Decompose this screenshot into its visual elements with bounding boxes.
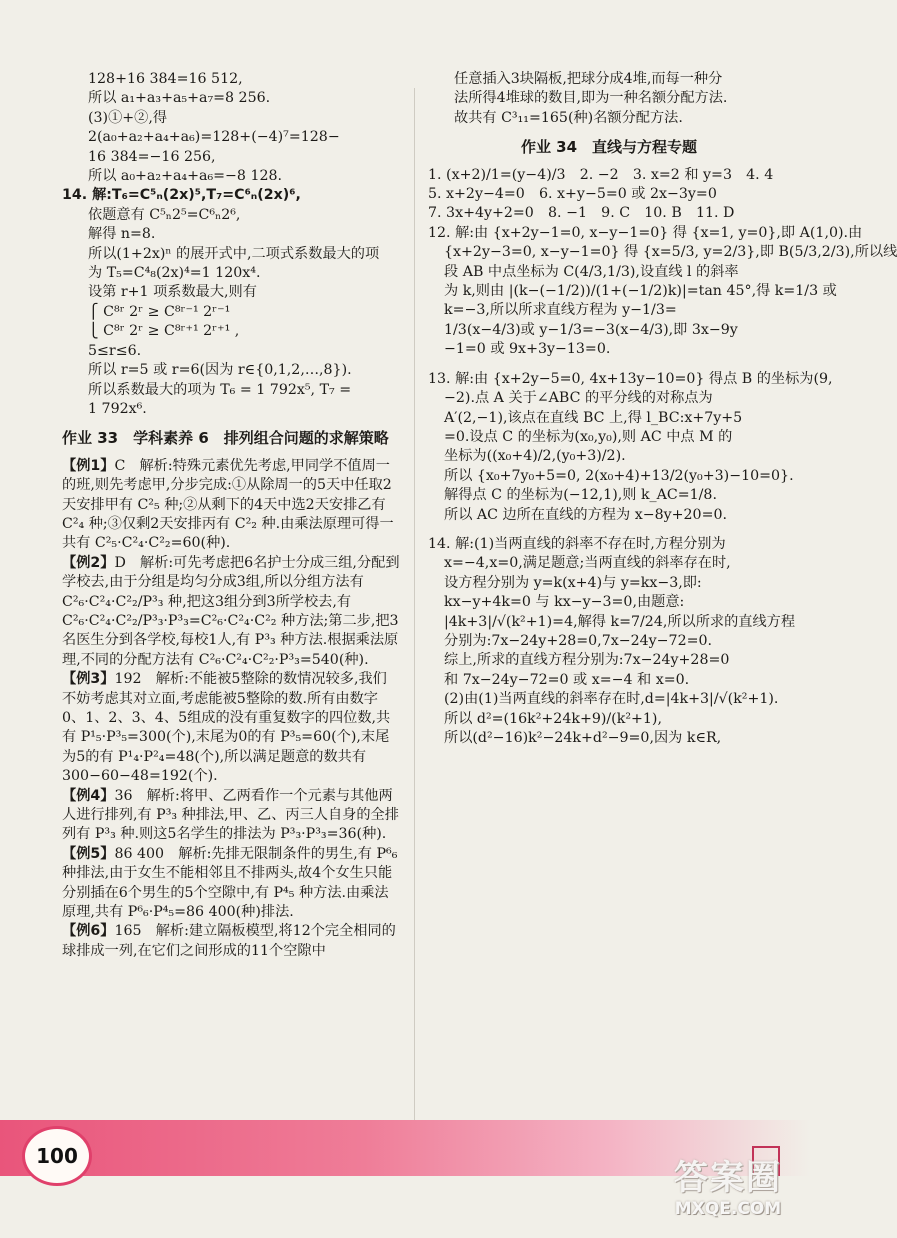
example-6 <box>62 922 400 961</box>
text-line: 所以 r=5 或 r=6(因为 r∈{0,1,2,…,8}). <box>88 362 352 379</box>
text-line: 所以 d²=(16k²+24k+9)/(k²+1), <box>444 710 662 727</box>
text-line: 16 384=−16 256, <box>88 148 216 165</box>
watermark-logo: 答案圈 <box>674 1158 782 1198</box>
text-line: =0.设点 C 的坐标为(x₀,y₀),则 AC 中点 M 的 <box>444 428 733 445</box>
example-1 <box>62 457 400 554</box>
text-line: {x+2y−3=0, x−y−1=0} 得 {x=5/3, y=2/3},即 B(5/3,2/3),所以线 <box>444 244 897 261</box>
text-line: 1 792x⁶. <box>88 400 147 417</box>
example-text: 36 解析:将甲、乙两看作一个元素与其他两人进行排列,有 P³₃ 种排法,甲、乙、丙三人自身的全排列有 P³₃ 种.则这5名学生的排法为 P³₃·P³₃=36(种). <box>62 787 399 843</box>
text-line: 设第 r+1 项系数最大,则有 <box>88 284 257 301</box>
text-line: 坐标为((x₀+4)/2,(y₀+3)/2). <box>444 448 626 465</box>
example-tag: 【例6】 <box>62 923 115 940</box>
text-line: 解得 n=8. <box>88 226 156 243</box>
text-line: 5≤r≤6. <box>88 342 142 359</box>
column-divider <box>414 88 415 1148</box>
text-line: 依题意有 C⁵ₙ2⁵=C⁶ₙ2⁶, <box>88 206 241 223</box>
text-line: (3)①+②,得 <box>88 109 168 126</box>
problem-13-line: 13. 解:由 {x+2y−5=0, 4x+13y−10=0} 得点 B 的坐标为(9, <box>428 370 833 387</box>
problem-12-line: 12. 解:由 {x+2y−1=0, x−y−1=0} 得 {x=1, y=0},即 A(1,0).由 <box>428 224 863 241</box>
problem-14-line: 14. 解:(1)当两直线的斜率不存在时,方程分别为 <box>428 535 726 552</box>
problem-14-heading: 14. 解:T₆=C⁵ₙ(2x)⁵,T₇=C⁶ₙ(2x)⁶, <box>62 187 301 204</box>
text-line: 所以(d²−16)k²−24k+d²−9=0,因为 k∈R, <box>444 730 722 746</box>
text-line: A′(2,−1),该点在直线 BC 上,得 l_BC:x+7y+5 <box>444 409 743 426</box>
inequality-system-line: ⎩ C⁸ʳ 2ʳ ≥ C⁸ʳ⁺¹ 2ʳ⁺¹ , <box>88 323 240 340</box>
text-line: 综上,所求的直线方程分别为:7x−24y+28=0 <box>444 652 730 669</box>
text-line: 128+16 384=16 512, <box>88 71 243 87</box>
text-line: 所以系数最大的项为 T₆ = 1 792x⁵, T₇ = <box>88 381 352 398</box>
text-line: 和 7x−24y−72=0 或 x=−4 和 x=0. <box>444 671 690 688</box>
text-line: k=−3,所以所求直线方程为 y−1/3= <box>444 302 677 319</box>
text-line: kx−y+4k=0 与 kx−y−3=0,由题意: <box>444 594 685 611</box>
section-34-title: 作业 34 直线与方程专题 <box>520 138 698 157</box>
text-line: 设方程分别为 y=k(x+4)与 y=kx−3,即: <box>444 574 702 591</box>
text-line: −1=0 或 9x+3y−13=0. <box>444 341 611 358</box>
text-line: 为 k,则由 |(k−(−1/2))/(1+(−1/2)k)|=tan 45°,得 k=1/3 或 <box>444 283 837 300</box>
text-line: 2(a₀+a₂+a₄+a₆)=128+(−4)⁷=128− <box>88 129 340 146</box>
example-text: C 解析:特殊元素优先考虑,甲同学不值周一的班,则先考虑甲,分步完成:①从除周一的5天中任取2天安排甲有 C²₅ 种;②从剩下的4天中选2天安排乙有 C²₄ 种;③仅剩2天安排丙有 C²₂ 种.由乘法原理可得一共有 C²₅·C²₄·C²₂=60(种). <box>62 457 394 552</box>
text-line: −2).点 A 关于∠ABC 的平分线的对称点为 <box>444 390 713 407</box>
example-tag: 【例4】 <box>62 787 115 804</box>
example-tag: 【例2】 <box>62 554 115 571</box>
text-line: |4k+3|/√(k²+1)=4,解得 k=7/24,所以所求的直线方程 <box>444 613 796 630</box>
text-line: (2)由(1)当两直线的斜率存在时,d=|4k+3|/√(k²+1). <box>444 691 779 708</box>
example-tag: 【例5】 <box>62 845 115 862</box>
example-2 <box>62 554 400 670</box>
example-5 <box>62 845 400 923</box>
text-line: 所以 {x₀+7y₀+5=0, 2(x₀+4)+13/2(y₀+3)−10=0}. <box>444 467 794 484</box>
text-line: 故共有 C³₁₁=165(种)名额分配方法. <box>454 109 683 126</box>
text-line: 任意插入3块隔板,把球分成4堆,而每一种分 <box>454 71 723 87</box>
text-line: 为 T₅=C⁴₈(2x)⁴=1 120x⁴. <box>88 265 261 282</box>
watermark-url: MXQE.COM <box>674 1199 782 1219</box>
text-line: 所以 a₁+a₃+a₅+a₇=8 256. <box>88 90 271 107</box>
example-tag: 【例3】 <box>62 671 115 688</box>
text-line: 法所得4堆球的数目,即为一种名额分配方法. <box>454 90 728 107</box>
example-4 <box>62 787 400 845</box>
example-tag: 【例1】 <box>62 457 115 474</box>
text-line: 所以 AC 边所在直线的方程为 x−8y+20=0. <box>444 506 727 523</box>
text-line: 解得点 C 的坐标为(−12,1),则 k_AC=1/8. <box>444 487 717 504</box>
page-number: 100 <box>22 1126 92 1186</box>
section-33-title: 作业 33 学科素养 6 排列组合问题的求解策略 <box>62 429 389 448</box>
left-column <box>62 70 400 961</box>
example-text: 86 400 解析:先排无限制条件的男生,有 P⁶₆ 种排法,由于女生不能相邻且不排两头,故4个女生只能分别插在6个男生的5个空隙中,有 P⁴₅ 种方法.由乘法原理,共有 P⁶₆·P⁴₅=86 400(种)排法. <box>62 845 398 921</box>
text-line: 所以 a₀+a₂+a₄+a₆=−8 128. <box>88 168 283 185</box>
answer-line: 5. x+2y−4=0 6. x+y−5=0 或 2x−3y=0 <box>428 186 717 203</box>
text-line: 所以(1+2x)ⁿ 的展开式中,二项式系数最大的项 <box>88 245 380 262</box>
text-line: x=−4,x=0,满足题意;当两直线的斜率存在时, <box>444 555 731 572</box>
watermark <box>648 1150 808 1234</box>
text-line: 段 AB 中点坐标为 C(4/3,1/3),设直线 l 的斜率 <box>444 263 739 280</box>
answer-line: 1. (x+2)/1=(y−4)/3 2. −2 3. x=2 和 y=3 4. 4 <box>428 166 774 183</box>
text-line: 分别为:7x−24y+28=0,7x−24y−72=0. <box>444 632 713 649</box>
example-text: D 解析:可先考虑把6名护士分成三组,分配到学校去,由于分组是均匀分成3组,所以分组方法有 C²₆·C²₄·C²₂/P³₃ 种,把这3组分到3所学校去,有 C²₆·C²₄·C²₂/P³₃·P³₃=C²₆·C²₄·C²₂ 种方法;第二步,把3名医生分到各学校,每校1人,有 P³₃ 种方法.根据乘法原理,不同的分配方法有 C²₆·C²₄·C²₂·P³₃=540(种). <box>62 554 400 668</box>
answer-line: 7. 3x+4y+2=0 8. −1 9. C 10. B 11. D <box>428 205 735 222</box>
text-line: 1/3(x−4/3)或 y−1/3=−3(x−4/3),即 3x−9y <box>444 321 738 338</box>
inequality-system-line: ⎧ C⁸ʳ 2ʳ ≥ C⁸ʳ⁻¹ 2ʳ⁻¹ <box>88 303 231 320</box>
example-text: 192 解析:不能被5整除的数情况较多,我们不妨考虑其对立面,考虑能被5整除的数.所有由数字0、1、2、3、4、5组成的没有重复数字的四位数,共有 P¹₅·P³₅=300(个),末尾为0的有 P³₅=60(个),末尾为5的有 P¹₄·P²₄=48(个),所以满足题意的数共有 300−60−48=192(个). <box>62 671 391 785</box>
example-3 <box>62 670 400 786</box>
right-column <box>428 70 897 748</box>
example-text: 165 解析:建立隔板模型,将12个完全相同的球排成一列,在它们之间形成的11个空隙中 <box>62 923 396 959</box>
